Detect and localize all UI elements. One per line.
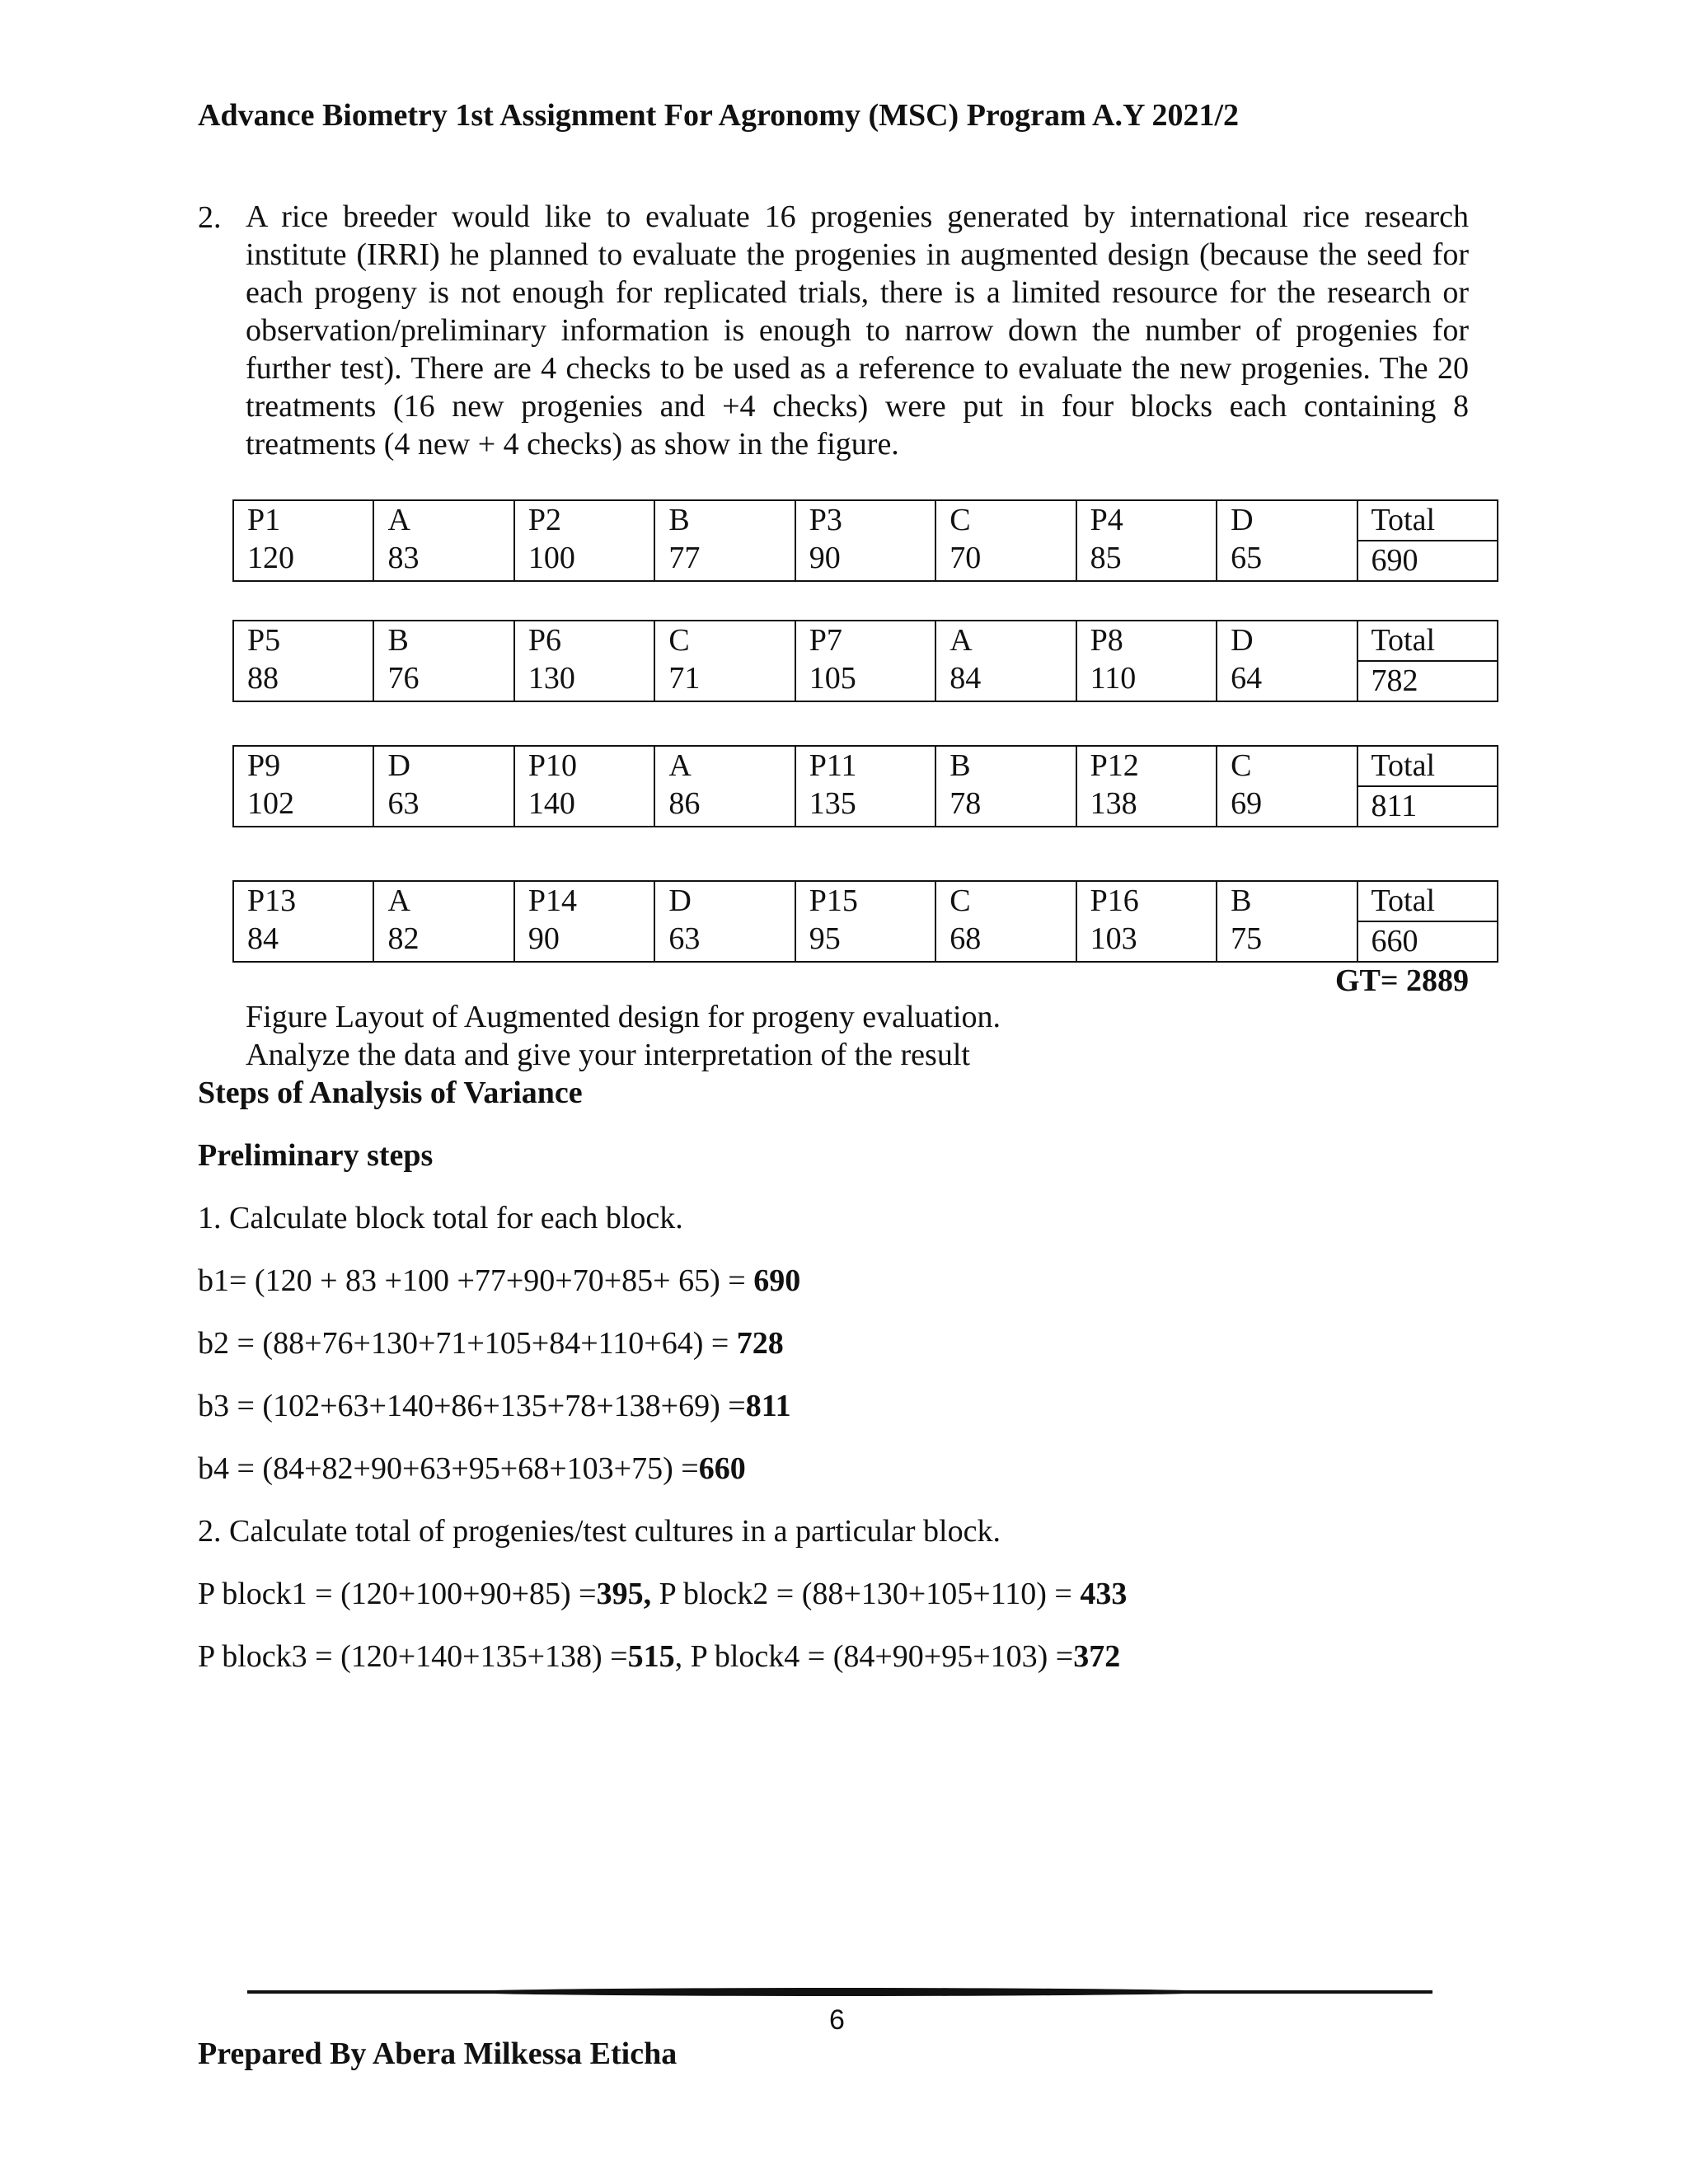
b4-equation	[198, 1451, 746, 1487]
b3-result: 811	[745, 1389, 791, 1423]
treatment-label: C	[668, 623, 690, 658]
treatment-label: B	[668, 503, 690, 537]
question-text: A rice breeder would like to evaluate 16 progenies generated by international rice research institute (IRRI) he planned to evaluate the progenies in augmented design (because the seed for each progeny is not enough for replicated trials, there is a limited resource for the research or observation/preliminary information is enough to narrow down the number of progenies for further test). There are 4 checks to be used as a reference to evaluate the new progenies. The 20 treatments (16 new progenies and +4 checks) were put in four blocks each containing 8 treatments (4 new + 4 checks) as show in the figure.	[246, 199, 1469, 462]
yield-value: 130	[528, 661, 575, 696]
plot-cell	[1217, 621, 1357, 701]
treatment-label: P3	[809, 503, 842, 537]
block-total-cell	[1357, 500, 1498, 581]
yield-value: 83	[387, 541, 420, 575]
yield-value: 71	[668, 661, 701, 696]
plot-cell	[233, 746, 373, 827]
treatment-label: A	[387, 503, 410, 537]
plot-cell	[233, 621, 373, 701]
yield-value: 84	[950, 661, 982, 696]
b2-equation	[198, 1325, 784, 1361]
question-number: 2.	[198, 200, 222, 235]
yield-value: 77	[668, 541, 701, 575]
treatment-label: B	[950, 748, 971, 783]
total-label: Total	[1358, 621, 1498, 662]
plot-cell	[373, 621, 513, 701]
treatment-label: P10	[528, 748, 578, 783]
total-label: Total	[1358, 747, 1498, 787]
yield-value: 85	[1090, 541, 1122, 575]
treatment-label: P9	[247, 748, 281, 783]
treatment-label: C	[1231, 748, 1252, 783]
yield-value: 68	[950, 921, 982, 956]
treatment-label: P11	[809, 748, 857, 783]
p-block-line-2	[198, 1638, 1120, 1675]
yield-value: 84	[247, 921, 279, 956]
yield-value: 69	[1231, 786, 1263, 821]
plot-cell	[514, 500, 654, 581]
plot-cell	[935, 500, 1076, 581]
treatment-label: B	[387, 623, 409, 658]
treatment-label: D	[1231, 503, 1254, 537]
plot-cell	[1076, 500, 1217, 581]
treatment-label: P2	[528, 503, 562, 537]
p-block-line-1	[198, 1576, 1127, 1612]
treatment-label: P1	[247, 503, 281, 537]
plot-cell	[1217, 881, 1357, 962]
plot-cell	[233, 881, 373, 962]
block-4-table	[232, 880, 1498, 963]
b2-expression: b2 = (88+76+130+71+105+84+110+64) =	[198, 1326, 737, 1361]
step-1-text: 1. Calculate block total for each block.	[198, 1201, 683, 1235]
plot-cell	[654, 881, 795, 962]
plot-cell	[1076, 746, 1217, 827]
page-header: Advance Biometry 1st Assignment For Agronomy (MSC) Program A.Y 2021/2	[198, 98, 1240, 133]
footer-author: Prepared By Abera Milkessa Eticha	[198, 2036, 678, 2071]
block-3-table	[232, 745, 1498, 827]
yield-value: 100	[528, 541, 575, 575]
yield-value: 110	[1090, 661, 1137, 696]
treatment-label: B	[1231, 883, 1252, 918]
block-2-table	[232, 620, 1498, 702]
p-block1-expression: P block1 = (120+100+90+85) =	[198, 1577, 597, 1611]
block-total-cell	[1357, 621, 1498, 701]
instruction-text: Analyze the data and give your interpretation of the result	[246, 1038, 970, 1072]
plot-cell	[795, 621, 935, 701]
footer-divider	[247, 1988, 1432, 1996]
b3-equation	[198, 1388, 791, 1424]
treatment-label: D	[1231, 623, 1254, 658]
yield-value: 70	[950, 541, 982, 575]
b1-expression: b1= (120 + 83 +100 +77+90+70+85+ 65) =	[198, 1263, 754, 1298]
plot-cell	[935, 746, 1076, 827]
treatment-label: D	[668, 883, 692, 918]
total-value: 782	[1371, 663, 1418, 698]
table-row	[233, 881, 1498, 962]
plot-cell	[514, 746, 654, 827]
plot-cell	[935, 881, 1076, 962]
treatment-label: C	[950, 883, 971, 918]
plot-cell	[233, 500, 373, 581]
figure-caption: Figure Layout of Augmented design for progeny evaluation.	[246, 1000, 1001, 1034]
treatment-label: P15	[809, 883, 858, 918]
plot-cell	[373, 746, 513, 827]
treatment-label: P6	[528, 623, 562, 658]
p-block4-expression: , P block4 = (84+90+95+103) =	[674, 1639, 1074, 1674]
yield-value: 75	[1231, 921, 1263, 956]
yield-value: 88	[247, 661, 279, 696]
total-label: Total	[1358, 501, 1498, 541]
yield-value: 76	[387, 661, 420, 696]
plot-cell	[795, 746, 935, 827]
plot-cell	[795, 500, 935, 581]
table-row	[233, 621, 1498, 701]
preliminary-heading: Preliminary steps	[198, 1138, 434, 1173]
p-block2-result: 433	[1080, 1577, 1128, 1611]
step-2-text: 2. Calculate total of progenies/test cultures in a particular block.	[198, 1514, 1001, 1549]
plot-cell	[654, 500, 795, 581]
plot-cell	[373, 500, 513, 581]
block-1-table	[232, 499, 1498, 582]
treatment-label: P14	[528, 883, 578, 918]
yield-value: 63	[668, 921, 701, 956]
treatment-label: P16	[1090, 883, 1139, 918]
p-block3-expression: P block3 = (120+140+135+138) =	[198, 1639, 628, 1674]
treatment-label: P13	[247, 883, 297, 918]
yield-value: 78	[950, 786, 982, 821]
p-block2-expression: P block2 = (88+130+105+110) =	[651, 1577, 1081, 1611]
treatment-label: D	[387, 748, 410, 783]
plot-cell	[514, 881, 654, 962]
yield-value: 103	[1090, 921, 1137, 956]
treatment-label: A	[668, 748, 692, 783]
yield-value: 105	[809, 661, 856, 696]
plot-cell	[795, 881, 935, 962]
table-row	[233, 500, 1498, 581]
plot-cell	[1217, 500, 1357, 581]
plot-cell	[373, 881, 513, 962]
plot-cell	[654, 621, 795, 701]
yield-value: 95	[809, 921, 841, 956]
total-value: 690	[1371, 543, 1418, 578]
plot-cell	[514, 621, 654, 701]
yield-value: 102	[247, 786, 294, 821]
yield-value: 90	[809, 541, 841, 575]
yield-value: 64	[1231, 661, 1263, 696]
p-block3-result: 515	[627, 1639, 675, 1674]
treatment-label: A	[387, 883, 410, 918]
plot-cell	[1217, 746, 1357, 827]
page-number: 6	[829, 2004, 845, 2036]
plot-cell	[1076, 881, 1217, 962]
block-total-cell	[1357, 881, 1498, 962]
yield-value: 135	[809, 786, 856, 821]
yield-value: 82	[387, 921, 420, 956]
plot-cell	[654, 746, 795, 827]
treatment-label: P12	[1090, 748, 1139, 783]
steps-heading: Steps of Analysis of Variance	[198, 1076, 583, 1110]
yield-value: 63	[387, 786, 420, 821]
b2-result: 728	[736, 1326, 784, 1361]
b4-result: 660	[698, 1451, 746, 1486]
yield-value: 140	[528, 786, 575, 821]
plot-cell	[1076, 621, 1217, 701]
grand-total: GT= 2889	[1335, 963, 1470, 998]
table-row	[233, 746, 1498, 827]
b4-expression: b4 = (84+82+90+63+95+68+103+75) =	[198, 1451, 699, 1486]
block-total-cell	[1357, 746, 1498, 827]
yield-value: 86	[668, 786, 701, 821]
treatment-label: P4	[1090, 503, 1123, 537]
b1-result: 690	[753, 1263, 801, 1298]
total-value: 811	[1371, 789, 1418, 823]
yield-value: 120	[247, 541, 294, 575]
treatment-label: P7	[809, 623, 842, 658]
p-block1-result: 395,	[596, 1577, 652, 1611]
plot-cell	[935, 621, 1076, 701]
total-label: Total	[1358, 882, 1498, 922]
treatment-label: A	[950, 623, 973, 658]
b1-equation	[198, 1263, 800, 1299]
b3-expression: b3 = (102+63+140+86+135+78+138+69) =	[198, 1389, 746, 1423]
yield-value: 90	[528, 921, 560, 956]
yield-value: 138	[1090, 786, 1137, 821]
yield-value: 65	[1231, 541, 1263, 575]
total-value: 660	[1371, 924, 1418, 958]
p-block4-result: 372	[1073, 1639, 1121, 1674]
treatment-label: P5	[247, 623, 281, 658]
treatment-label: P8	[1090, 623, 1123, 658]
treatment-label: C	[950, 503, 971, 537]
